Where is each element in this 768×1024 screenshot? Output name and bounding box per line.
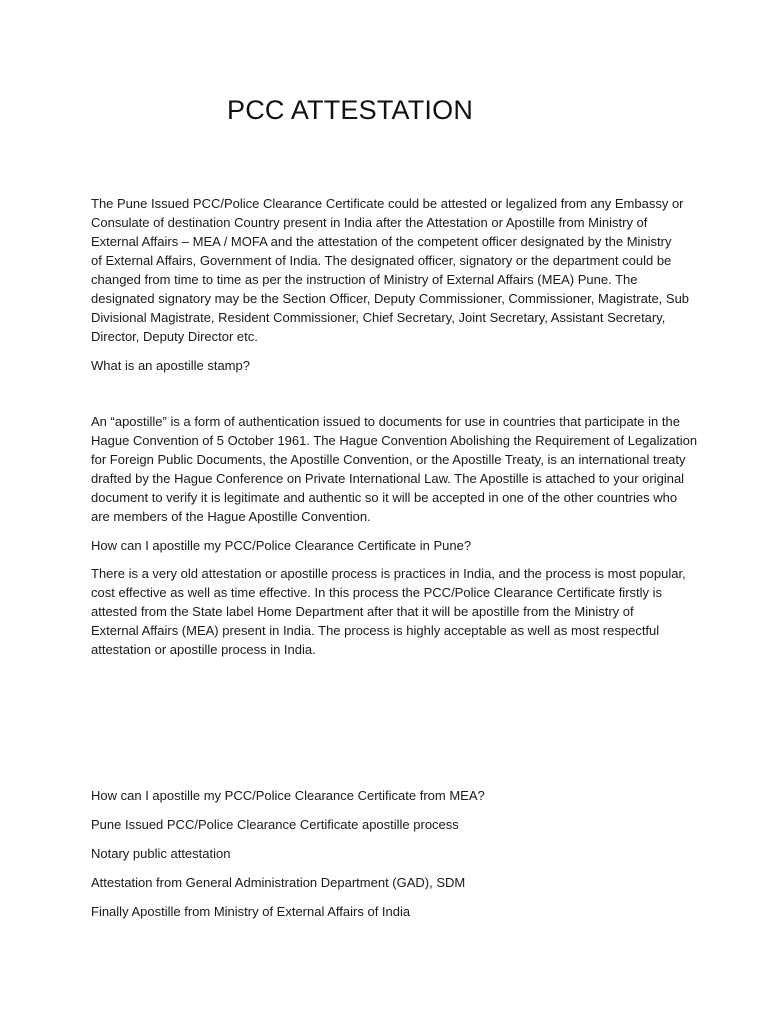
process-line: There is a very old attestation or apostille process is practices in India, and the process is most popular, <box>91 566 686 581</box>
apostille-line: An “apostille” is a form of authentication issued to documents for use in countries that participate in the <box>91 414 680 429</box>
process-paragraph <box>91 564 686 659</box>
apostille-line: are members of the Hague Apostille Convention. <box>91 509 371 524</box>
intro-line: changed from time to time as per the instruction of Ministry of External Affairs (MEA) Pune. The <box>91 272 638 287</box>
step-item <box>91 815 683 834</box>
question-heading: How can I apostille my PCC/Police Clearance Certificate in Pune? <box>91 538 472 553</box>
step-text: Notary public attestation <box>91 846 231 861</box>
step-item <box>91 902 683 921</box>
step-item <box>91 873 683 892</box>
question-mea <box>91 786 683 805</box>
step-item <box>91 844 683 863</box>
intro-line: Consulate of destination Country present in India after the Attestation or Apostille from Ministry of <box>91 215 648 230</box>
question-heading: How can I apostille my PCC/Police Clearance Certificate from MEA? <box>91 788 485 803</box>
intro-line: Divisional Magistrate, Resident Commissioner, Chief Secretary, Joint Secretary, Assistant Secretary, <box>91 310 666 325</box>
document-title: PCC ATTESTATION <box>227 95 474 125</box>
intro-paragraph <box>91 194 690 346</box>
intro-line: The Pune Issued PCC/Police Clearance Certificate could be attested or legalized from any Embassy or <box>91 196 684 211</box>
step-text: Pune Issued PCC/Police Clearance Certificate apostille process <box>91 817 459 832</box>
apostille-line: drafted by the Hague Conference on Private International Law. The Apostille is attached to your original <box>91 471 685 486</box>
apostille-line: for Foreign Public Documents, the Apostille Convention, or the Apostille Treaty, is an international treaty <box>91 452 686 467</box>
intro-line: of External Affairs, Government of India. The designated officer, signatory or the department could be <box>91 253 672 268</box>
intro-line: designated signatory may be the Section Officer, Deputy Commissioner, Commissioner, Magistrate, Sub <box>91 291 690 306</box>
question-apostille-stamp <box>91 356 683 375</box>
intro-line: External Affairs – MEA / MOFA and the attestation of the competent officer designated by the Ministry <box>91 234 672 249</box>
step-text: Finally Apostille from Ministry of External Affairs of India <box>91 904 411 919</box>
intro-line: Director, Deputy Director etc. <box>91 329 258 344</box>
process-line: cost effective as well as time effective. In this process the PCC/Police Clearance Certificate firstly is <box>91 585 663 600</box>
process-line: External Affairs (MEA) present in India. The process is highly acceptable as well as most respectful <box>91 623 660 638</box>
apostille-paragraph <box>91 412 698 526</box>
process-line: attested from the State label Home Department after that it will be apostille from the Ministry of <box>91 604 634 619</box>
process-line: attestation or apostille process in India. <box>91 642 316 657</box>
step-text: Attestation from General Administration Department (GAD), SDM <box>91 875 466 890</box>
apostille-line: document to verify it is legitimate and authentic so it will be accepted in one of the other countries who <box>91 490 678 505</box>
question-heading: What is an apostille stamp? <box>91 358 250 373</box>
question-pune <box>91 536 683 555</box>
apostille-line: Hague Convention of 5 October 1961. The Hague Convention Abolishing the Requirement of Legalization <box>91 433 698 448</box>
